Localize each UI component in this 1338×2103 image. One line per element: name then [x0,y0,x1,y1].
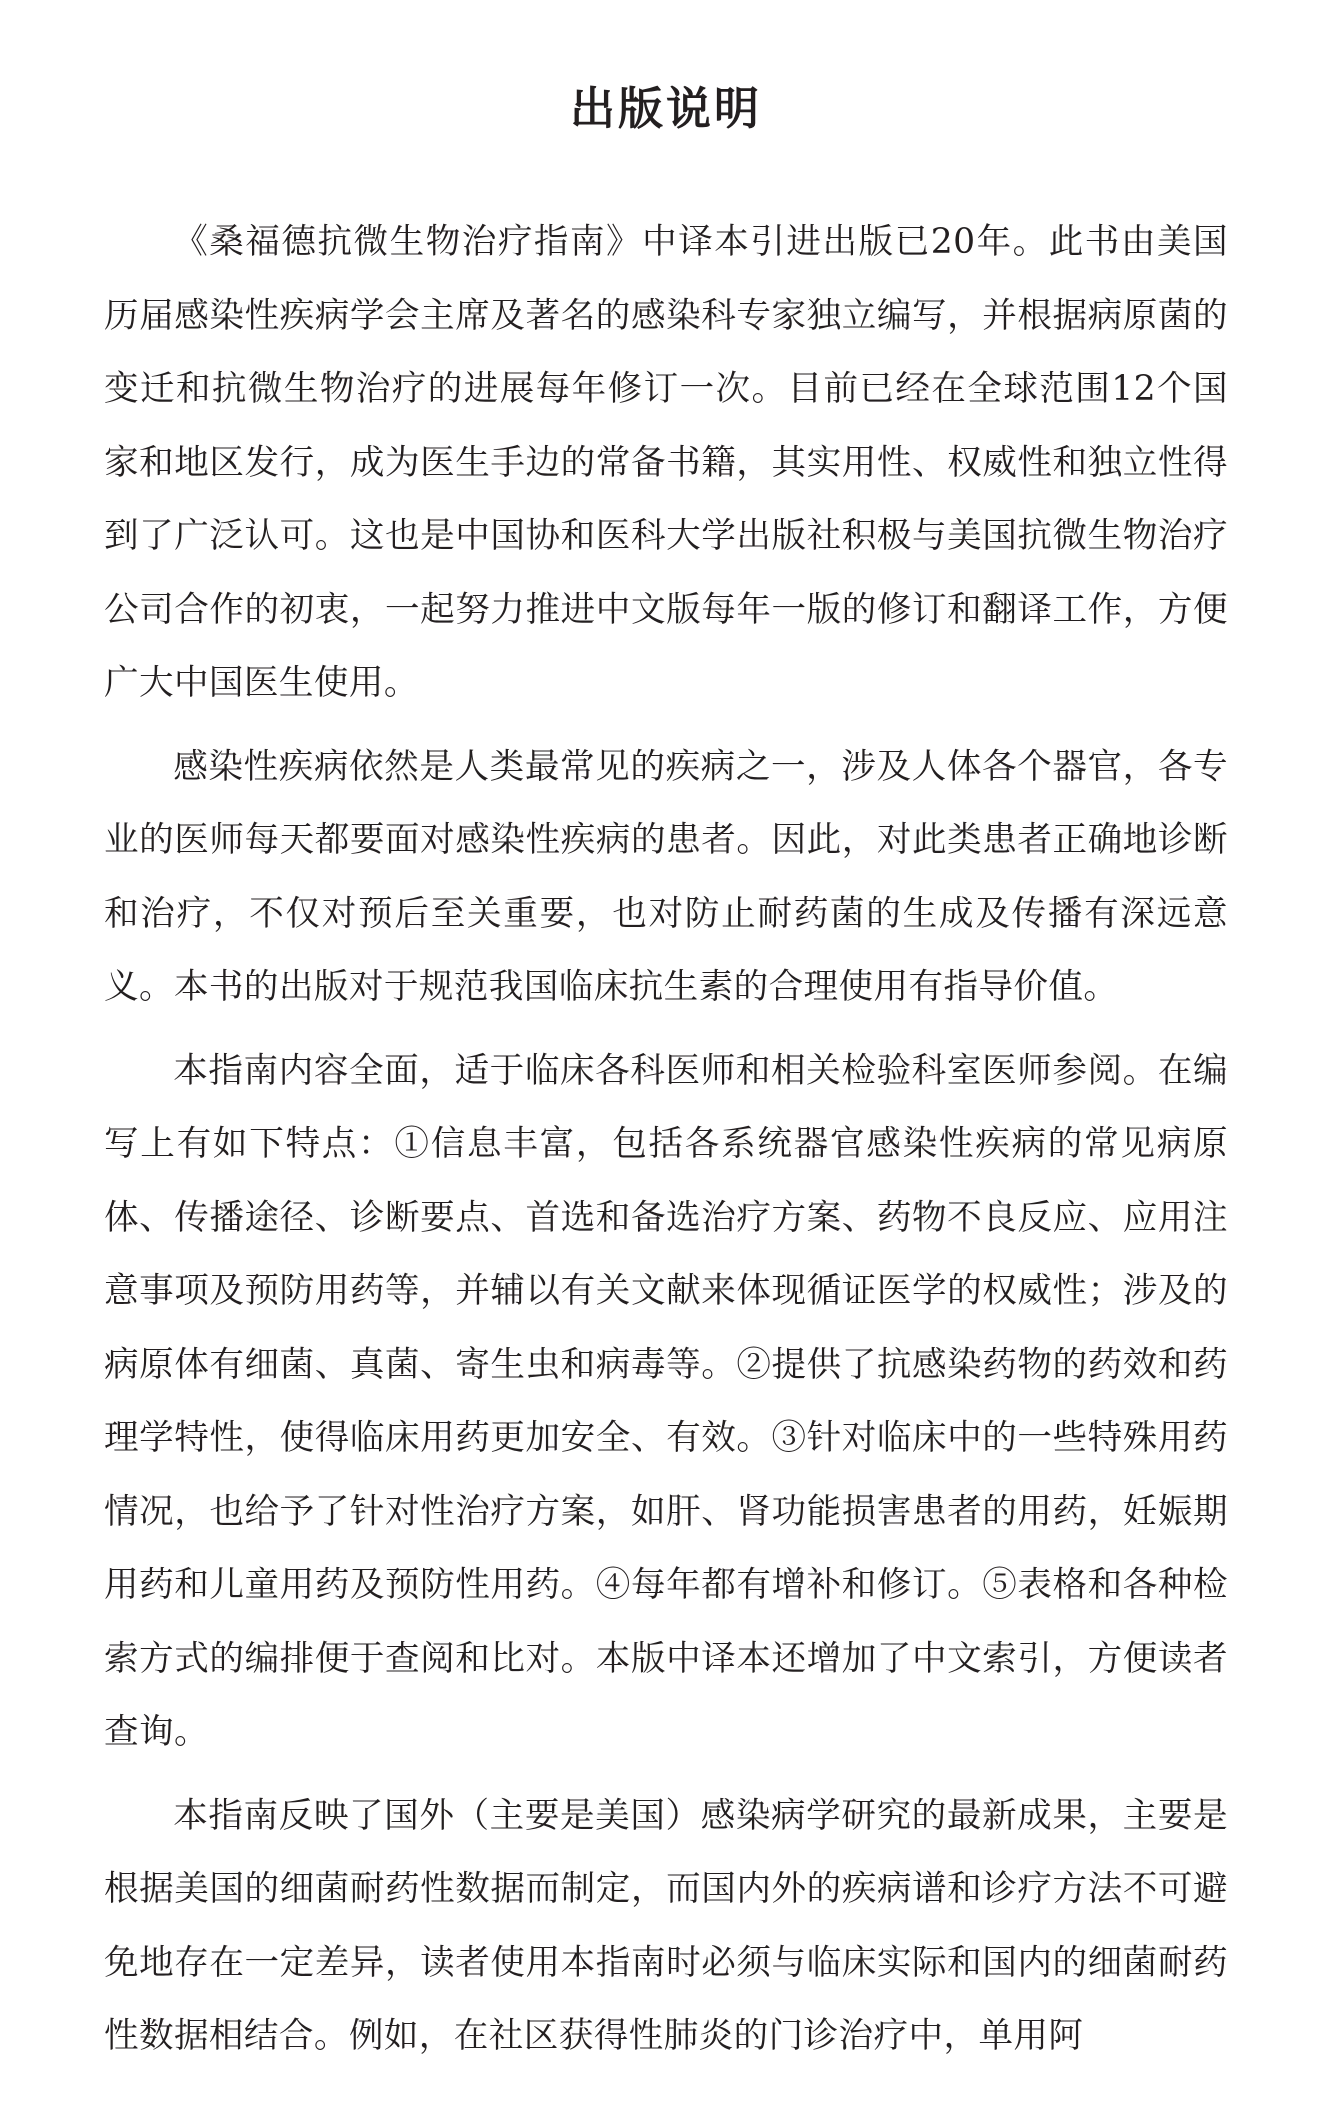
paragraph-1: 《桑福德抗微生物治疗指南》中译本引进出版已20年。此书由美国历届感染性疾病学会主席及著名的感染科专家独立编写，并根据病原菌的变迁和抗微生物治疗的进展每年修订一次。目前已经在全球范围12个国家和地区发行，成为医生手边的常备书籍，其实用性、权威性和独立性得到了广泛认可。这也是中国协和医科大学出版社积极与美国抗微生物治疗公司合作的初衷，一起努力推进中文版每年一版的修订和翻译工作，方便广大中国医生使用。 [104,222,1228,703]
document-body [104,206,1228,2074]
paragraph-4: 本指南反映了国外（主要是美国）感染病学研究的最新成果，主要是根据美国的细菌耐药性数据而制定，而国内外的疾病谱和诊疗方法不可避免地存在一定差异，读者使用本指南时必须与临床实际和国内的细菌耐药性数据相结合。例如，在社区获得性肺炎的门诊治疗中，单用阿 [104,1795,1228,2056]
page-title: 出版说明 [569,82,762,135]
paragraph-2: 感染性疾病依然是人类最常见的疾病之一，涉及人体各个器官，各专业的医师每天都要面对感染性疾病的患者。因此，对此类患者正确地诊断和治疗，不仅对预后至关重要，也对防止耐药菌的生成及传播有深远意义。本书的出版对于规范我国临床抗生素的合理使用有指导价值。 [104,746,1228,1007]
paragraph-3: 本指南内容全面，适于临床各科医师和相关检验科室医师参阅。在编写上有如下特点：①信息丰富，包括各系统器官感染性疾病的常见病原体、传播途径、诊断要点、首选和备选治疗方案、药物不良反应、应用注意事项及预防用药等，并辅以有关文献来体现循证医学的权威性；涉及的病原体有细菌、真菌、寄生虫和病毒等。②提供了抗感染药物的药效和药理学特性，使得临床用药更加安全、有效。③针对临床中的一些特殊用药情况，也给予了针对性治疗方案，如肝、肾功能损害患者的用药，妊娠期用药和儿童用药及预防性用药。④每年都有增补和修订。⑤表格和各种检索方式的编排便于查阅和比对。本版中译本还增加了中文索引，方便读者查询。 [104,1050,1228,1752]
